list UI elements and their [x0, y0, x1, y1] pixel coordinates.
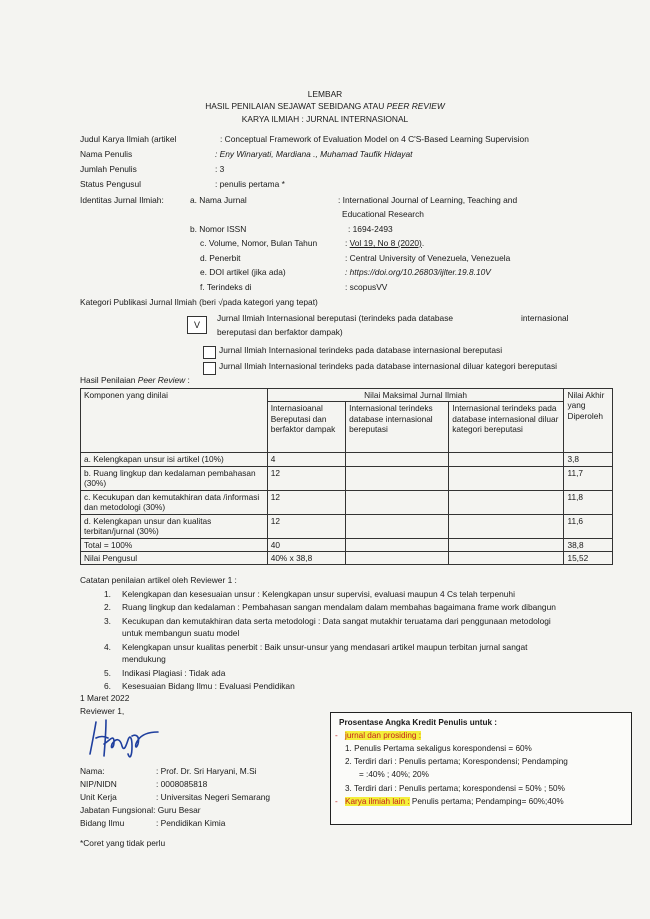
doi-label: e. DOI artikel (jika ada) [200, 267, 286, 277]
credit-sub2-text: Karya ilmiah lain : [345, 797, 410, 806]
notes-title: Catatan penilaian artikel oleh Reviewer 1 : [80, 575, 237, 585]
doc-title-line3: KARYA ILMIAH : JURNAL INTERNASIONAL [241, 114, 409, 124]
row-label: b. Ruang lingkup dan kedalaman pembahasan (30%) [81, 466, 268, 490]
reviewer-name-label: Nama: [80, 766, 105, 776]
subheader-indexed: Internasional terindeks database internasional bereputasi [346, 402, 449, 453]
check-mark-icon: V [193, 320, 200, 330]
volume-dot: . [421, 238, 425, 248]
reviewer-position: Jabatan Fungsional: Guru Besar [80, 805, 201, 815]
signature-role: Reviewer 1, [80, 706, 125, 716]
row-label: c. Kecukupan dan kemutakhiran data /informasi dan metodologi (30%) [81, 490, 268, 514]
indexed-value: : scopusVV [345, 282, 388, 292]
subheader-reputable: Internasioanal Bereputasi dan berfaktor dampak [267, 402, 345, 453]
identity-value-title: : Conceptual Framework of Evaluation Model on 4 C'S-Based Learning Supervision [220, 134, 529, 144]
row-final: 11,8 [564, 490, 613, 514]
note-number: 3. [104, 616, 111, 626]
reviewer-unit-label: Unit Kerja [80, 792, 117, 802]
journal-name-label: a. Nama Jurnal [190, 195, 247, 205]
credit-line-3: 3. Terdiri dari : Penulis pertama; korespondensi = 50% ; 50% [345, 784, 565, 793]
credit-sub1-text: jurnal dan prosiding : [345, 731, 422, 740]
credit-sub2-rest: Penulis pertama; Pendamping= 60%;40% [409, 797, 564, 806]
note-text: Kelengkapan dan kesesuaian unsur : Kelengkapan unsur supervisi, evaluasi maupun 4 Cs telah terpenuhi [122, 589, 515, 599]
journal-section-label: Identitas Jurnal Ilmiah: [80, 195, 164, 205]
credit-bullet-1: - [335, 731, 338, 740]
table-row [81, 490, 613, 514]
reviewer-field-value: : Pendidikan Kimia [156, 818, 226, 828]
identity-value-authors: : Eny Winaryati, Mardiana ., Muhamad Taufik Hidayat [215, 149, 413, 159]
header-component: Komponen yang dinilai [81, 389, 268, 453]
issn-label: b. Nomor ISSN [190, 224, 247, 234]
note-text: Indikasi Plagiasi : Tidak ada [122, 668, 226, 678]
doi-value: : https://doi.org/10.26803/ijlter.19.8.10V [345, 267, 491, 277]
credit-box [330, 712, 632, 825]
category-option-1-line2: bereputasi dan berfaktor dampak) [217, 327, 343, 337]
identity-label-title: Judul Karya Ilmiah (artikel [80, 134, 177, 144]
total-label: Total = 100% [81, 538, 268, 551]
reviewer-unit-value: : Universitas Negeri Semarang [156, 792, 271, 802]
review-title-italic: Peer Review [137, 375, 186, 385]
footnote: *Coret yang tidak perlu [80, 838, 166, 848]
credit-line-2b: = :40% ; 40%; 20% [359, 770, 429, 779]
row-max: 12 [267, 466, 345, 490]
note-text-cont: untuk membangun suatu model [122, 628, 240, 638]
table-row [81, 466, 613, 490]
note-text: Kecukupan dan kemutakhiran data serta metodologi : Data sangat mutakhir teruatama dari penggunaan metodologi [122, 616, 551, 626]
volume-value [345, 238, 424, 249]
table-row-total [81, 538, 613, 551]
header-max-score: Nilai Maksimal Jurnal Ilmiah [267, 389, 564, 402]
category-checkbox-2[interactable] [203, 346, 216, 359]
note-number: 6. [104, 681, 111, 691]
credit-sub2 [345, 797, 564, 808]
category-option-3: Jurnal Ilmiah Internasional terindeks pada database internasional diluar kategori bereputasi [219, 361, 558, 371]
identity-value-count: : 3 [215, 164, 225, 174]
row-final: 3,8 [564, 453, 613, 466]
proposer-final: 15,52 [564, 552, 613, 565]
category-option-1-tail: internasional [521, 313, 569, 323]
credit-line-1: 1. Penulis Pertama sekaligus korespondensi = 60% [345, 744, 532, 753]
review-table [80, 388, 613, 565]
total-max: 40 [267, 538, 345, 551]
identity-value-status: : penulis pertama * [215, 179, 285, 189]
identity-label-authors: Nama Penulis [80, 149, 133, 159]
row-label: a. Kelengkapan unsur isi artikel (10%) [81, 453, 268, 466]
category-check-box[interactable] [187, 316, 207, 334]
row-label: d. Kelengkapan unsur dan kualitas terbitan/jurnal (30%) [81, 514, 268, 538]
publisher-value: : Central University of Venezuela, Venezuela [345, 253, 511, 263]
reviewer-name-value: : Prof. Dr. Sri Haryani, M.Si [156, 766, 257, 776]
row-max: 12 [267, 490, 345, 514]
credit-sub1 [345, 731, 421, 742]
note-number: 4. [104, 642, 111, 652]
note-text: Kesesuaian Bidang Ilmu : Evaluasi Pendidikan [122, 681, 295, 691]
category-checkbox-3[interactable] [203, 362, 216, 375]
category-option-1: Jurnal Ilmiah Internasional bereputasi (terindeks pada database [217, 313, 454, 323]
journal-name-value-2: Educational Research [342, 209, 424, 219]
table-row [81, 453, 613, 466]
identity-label-count: Jumlah Penulis [80, 164, 137, 174]
row-max: 12 [267, 514, 345, 538]
note-text-cont: mendukung [122, 654, 166, 664]
note-number: 1. [104, 589, 111, 599]
doc-title-text: HASIL PENILAIAN SEJAWAT SEBIDANG ATAU [205, 101, 387, 111]
table-header-row [81, 389, 613, 402]
volume-colon: : [345, 238, 350, 248]
table-row [81, 514, 613, 538]
proposer-label: Nilai Pengusul [81, 552, 268, 565]
journal-name-value: : International Journal of Learning, Teaching and [338, 195, 518, 205]
doc-title-line2 [0, 101, 650, 112]
volume-label: c. Volume, Nomor, Bulan Tahun [200, 238, 318, 248]
publisher-label: d. Penerbit [200, 253, 241, 263]
reviewer-field-label: Bidang Ilmu [80, 818, 125, 828]
row-max: 4 [267, 453, 345, 466]
proposer-formula: 40% x 38,8 [267, 552, 345, 565]
credit-bullet-2: - [335, 797, 338, 806]
table-row-proposer [81, 552, 613, 565]
reviewer-nip-label: NIP/NIDN [80, 779, 117, 789]
note-text: Ruang lingkup dan kedalaman : Pembahasan sangan mendalam dalam membahas bagaimana frame work dibangun [122, 602, 556, 612]
indexed-label: f. Terindeks di [200, 282, 252, 292]
review-title-suffix: : [185, 375, 190, 385]
doc-title-line1: LEMBAR [307, 89, 343, 99]
doc-title-italic: PEER REVIEW [386, 101, 445, 111]
subheader-outside: Internasional terindeks pada database internasional diluar kategori bereputasi [449, 402, 564, 453]
header-final-score: Nilai Akhir yang Diperoleh [564, 389, 613, 453]
signature-image [84, 716, 164, 760]
credit-line-2: 2. Terdiri dari : Penulis pertama; Korespondensi; Pendamping [345, 757, 568, 766]
identity-label-status: Status Pengusul [80, 179, 141, 189]
row-final: 11,6 [564, 514, 613, 538]
review-title-text: Hasil Penilaian [80, 375, 138, 385]
note-text: Kelengkapan unsur kualitas penerbit : Baik unsur-unsur yang mendasari artikel maupun terbitan jurnal sangat [122, 642, 528, 652]
note-number: 5. [104, 668, 111, 678]
note-number: 2. [104, 602, 111, 612]
credit-title: Prosentase Angka Kredit Penulis untuk : [339, 718, 498, 727]
total-final: 38,8 [564, 538, 613, 551]
category-title: Kategori Publikasi Jurnal Ilmiah (beri √pada kategori yang tepat) [80, 297, 318, 307]
category-option-2: Jurnal Ilmiah Internasional terindeks pada database internasional bereputasi [219, 345, 503, 355]
reviewer-nip-value: : 0008085818 [156, 779, 208, 789]
review-title [80, 375, 190, 386]
signature-date: 1 Maret 2022 [80, 693, 130, 703]
issn-value: : 1694-2493 [348, 224, 393, 234]
row-final: 11,7 [564, 466, 613, 490]
volume-text: Vol 19, No 8 (2020) [349, 238, 422, 248]
